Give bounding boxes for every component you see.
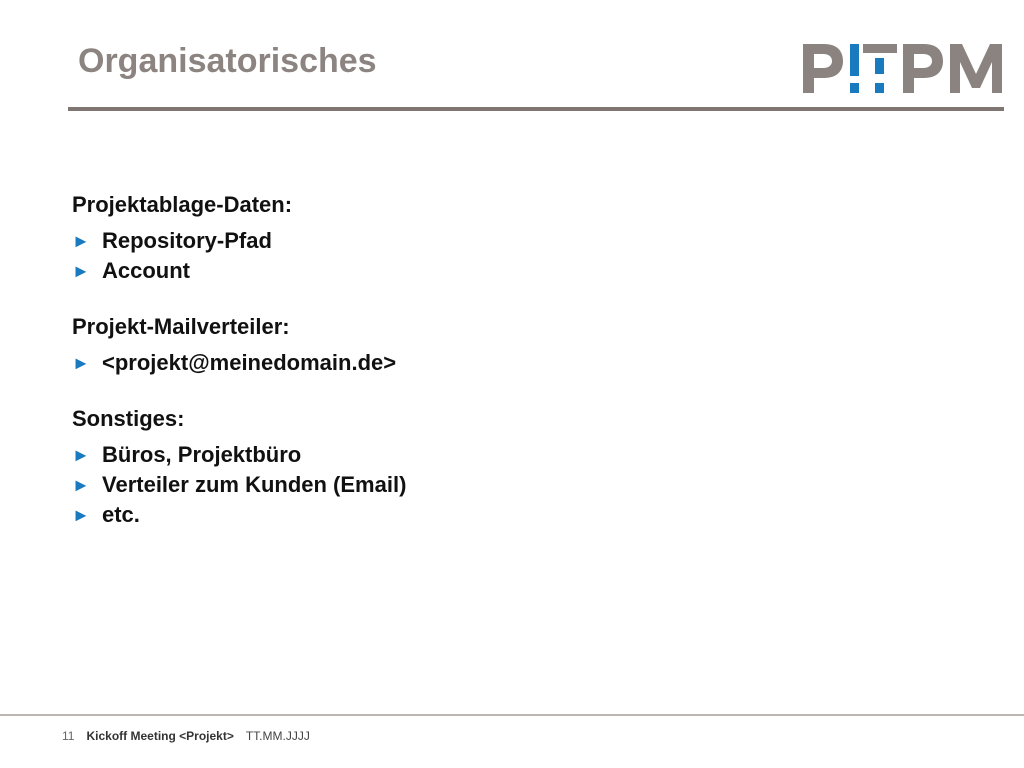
list-item-text: Account <box>102 258 190 283</box>
list-item <box>72 226 772 256</box>
bullet-arrow-icon: ► <box>72 505 90 525</box>
bullet-arrow-icon: ► <box>72 475 90 495</box>
bullet-arrow-icon: ► <box>72 445 90 465</box>
list-item-text: Repository-Pfad <box>102 228 272 253</box>
section-heading: Sonstiges: <box>72 406 185 431</box>
section-sonstiges <box>72 404 772 530</box>
list-item <box>72 500 772 530</box>
section-heading: Projekt-Mailverteiler: <box>72 314 290 339</box>
page-number: 11 <box>62 729 75 743</box>
section-heading: Projektablage-Daten: <box>72 192 293 217</box>
slide-content <box>72 190 772 556</box>
list-item <box>72 440 772 470</box>
section-projektablage <box>72 190 772 286</box>
footer-divider <box>0 714 1024 716</box>
footer-date: TT.MM.JJJJ <box>245 729 310 743</box>
list-item-text: <projekt@meinedomain.de> <box>102 350 397 375</box>
title-divider <box>68 107 1004 111</box>
list-item <box>72 348 772 378</box>
section-mailverteiler <box>72 312 772 378</box>
list-item-text: etc. <box>102 502 140 527</box>
pitpm-logo <box>800 38 1005 98</box>
bullet-arrow-icon: ► <box>72 261 90 281</box>
list-item <box>72 470 772 500</box>
list-item-text: Büros, Projektbüro <box>102 442 302 467</box>
bullet-arrow-icon: ► <box>72 353 90 373</box>
bullet-arrow-icon: ► <box>72 231 90 251</box>
list-item <box>72 256 772 286</box>
footer-meeting-title: Kickoff Meeting <Projekt> <box>86 729 234 743</box>
slide-title: Organisatorisches <box>78 42 377 80</box>
list-item-text: Verteiler zum Kunden (Email) <box>102 472 407 497</box>
slide-footer <box>62 729 310 743</box>
